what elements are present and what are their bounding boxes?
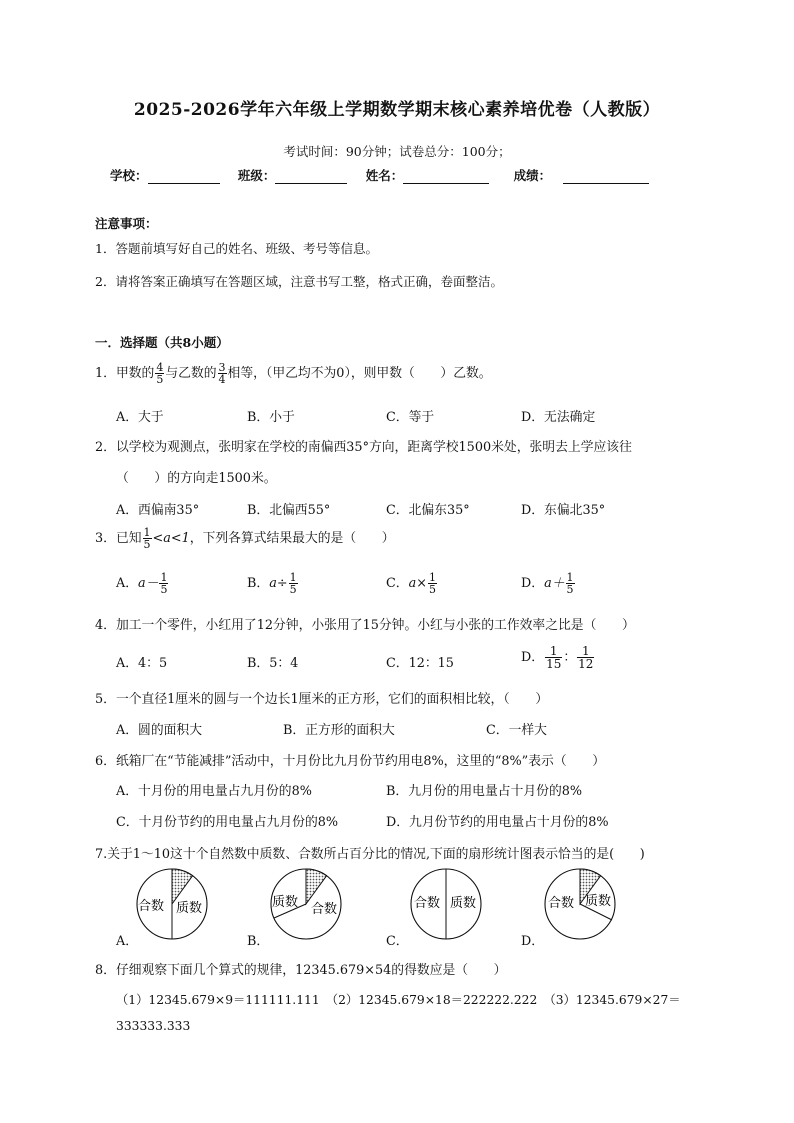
note-item: 2．请将答案正确填写在答题区域，注意书写工整，格式正确，卷面整洁。 <box>95 274 503 289</box>
q5-option-b[interactable]: B．正方形的面积大 <box>283 723 395 738</box>
q3-option-c[interactable]: C．a× $\frac{1}{5}$ <box>386 571 436 596</box>
q1-text-mid: 与乙数的 <box>165 366 217 381</box>
pie-chart-b[interactable] <box>271 869 341 939</box>
pie-d-left-label: 合数 <box>548 896 575 911</box>
q3-text-pre: 3．已知 <box>95 531 142 546</box>
q7-option-d[interactable]: D． <box>521 934 545 949</box>
fraction: $\frac{1}{5}$ <box>143 526 151 551</box>
q7-option-b[interactable]: B． <box>247 934 270 949</box>
question-8: 8．仔细观察下面几个算式的规律，12345.679×54的得数应是（ ） <box>95 963 507 978</box>
pie-c-left-label: 合数 <box>414 896 441 911</box>
question-7: 7.关于1～10这十个自然数中质数、合数所占百分比的情况,下面的扇形统计图表示恰当的是( ) <box>95 847 645 862</box>
q8-example-line1: （1）12345.679×9＝111111.111 （2）12345.679×18＝222222.222 （3）12345.679×27＝ <box>116 993 681 1007</box>
q2-option-a[interactable]: A．西偏南35° <box>116 503 200 518</box>
question-4: 4．加工一个零件，小红用了12分钟，小张用了15分钟。小红与小张的工作效率之比是（ ） <box>95 618 635 633</box>
q8-example-line2: 333333.333 <box>116 1019 191 1033</box>
q4-option-b[interactable]: B．5：4 <box>247 656 299 671</box>
q6-option-d[interactable]: D．九月份节约的用电量占十月份的8% <box>386 815 609 830</box>
name-field[interactable] <box>403 169 489 184</box>
exam-info: 考试时间：90分钟；试卷总分：100分； <box>283 144 511 159</box>
q4-option-a[interactable]: A．4：5 <box>116 656 168 671</box>
pie-b-left-label: 质数 <box>272 895 299 910</box>
q6-option-a[interactable]: A．十月份的用电量占九月份的8% <box>116 784 312 799</box>
pie-a-left-label: 合数 <box>138 899 165 914</box>
q3-option-b[interactable]: B．a÷ $\frac{1}{5}$ <box>247 571 297 596</box>
question-3 <box>95 527 395 550</box>
pie-a-right-label: 质数 <box>176 901 203 916</box>
q5-option-a[interactable]: A．圆的面积大 <box>116 723 203 738</box>
score-field[interactable] <box>563 169 649 184</box>
q7-option-a[interactable]: A． <box>116 934 139 949</box>
pie-chart-d[interactable] <box>545 869 615 939</box>
school-field[interactable] <box>148 169 220 184</box>
section-heading: 一．选择题（共8小题） <box>95 335 229 350</box>
q3-text-post: ，下列各算式结果最大的是（ ） <box>189 531 395 546</box>
q2-option-c[interactable]: C．北偏东35° <box>386 503 470 518</box>
question-6: 6．纸箱厂在“节能减排”活动中，十月份比九月份节约用电8%，这里的“8%”表示（ ） <box>95 754 606 769</box>
q6-option-b[interactable]: B．九月份的用电量占十月份的8% <box>386 784 583 799</box>
page-title: 2025-2026学年六年级上学期数学期末核心素养培优卷（人教版） <box>133 100 661 120</box>
score-label: 成绩： <box>513 168 552 183</box>
q1-option-d[interactable]: D．无法确定 <box>521 410 596 425</box>
fraction: $\frac{3}{4}$ <box>218 361 226 386</box>
q1-text-post: 相等，（甲乙均不为0），则甲数（ ）乙数。 <box>227 366 492 381</box>
q2-option-b[interactable]: B．北偏西55° <box>247 503 331 518</box>
q5-option-c[interactable]: C．一样大 <box>486 723 547 738</box>
school-label: 学校： <box>110 168 148 183</box>
name-label: 姓名： <box>365 168 404 183</box>
pie-chart-a[interactable] <box>137 869 207 939</box>
fraction: $\frac{4}{5}$ <box>156 361 164 386</box>
pie-chart-c[interactable] <box>411 869 481 939</box>
q3-option-a[interactable]: A．a－ $\frac{1}{5}$ <box>116 571 168 596</box>
q7-option-c[interactable]: C． <box>386 934 409 949</box>
question-2-line2: （ ）的方向走1500米。 <box>116 471 277 486</box>
question-2-line1: 2．以学校为观测点，张明家在学校的南偏西35°方向，距离学校1500米处，张明去上学应该往 <box>95 440 632 455</box>
q1-option-a[interactable]: A．大于 <box>116 410 164 425</box>
q1-text-pre: 1．甲数的 <box>95 366 155 381</box>
q6-option-c[interactable]: C．十月份节约的用电量占九月份的8% <box>116 815 339 830</box>
q1-option-c[interactable]: C．等于 <box>386 410 435 425</box>
student-info-row <box>110 166 649 184</box>
notes-heading: 注意事项： <box>95 216 158 231</box>
q4-option-d[interactable]: D． $\frac{1}{15}$ ： $\frac{1}{12}$ <box>521 644 594 671</box>
q3-option-d[interactable]: D．a＋ $\frac{1}{5}$ <box>521 571 574 596</box>
class-field[interactable] <box>275 169 347 184</box>
q4-option-c[interactable]: C．12：15 <box>386 656 454 671</box>
class-label: 班级： <box>237 168 276 183</box>
question-1 <box>95 362 492 385</box>
pie-c-right-label: 质数 <box>450 896 477 911</box>
q3-inequality: <a<1 <box>152 531 190 546</box>
pie-d-right-label: 质数 <box>585 894 612 909</box>
question-5: 5．一个直径1厘米的圆与一个边长1厘米的正方形，它们的面积相比较，（ ） <box>95 692 549 707</box>
q2-option-d[interactable]: D．东偏北35° <box>521 503 606 518</box>
pie-b-right-label: 合数 <box>311 902 338 917</box>
q1-option-b[interactable]: B．小于 <box>247 410 295 425</box>
note-item: 1．答题前填写好自己的姓名、班级、考号等信息。 <box>95 241 378 256</box>
